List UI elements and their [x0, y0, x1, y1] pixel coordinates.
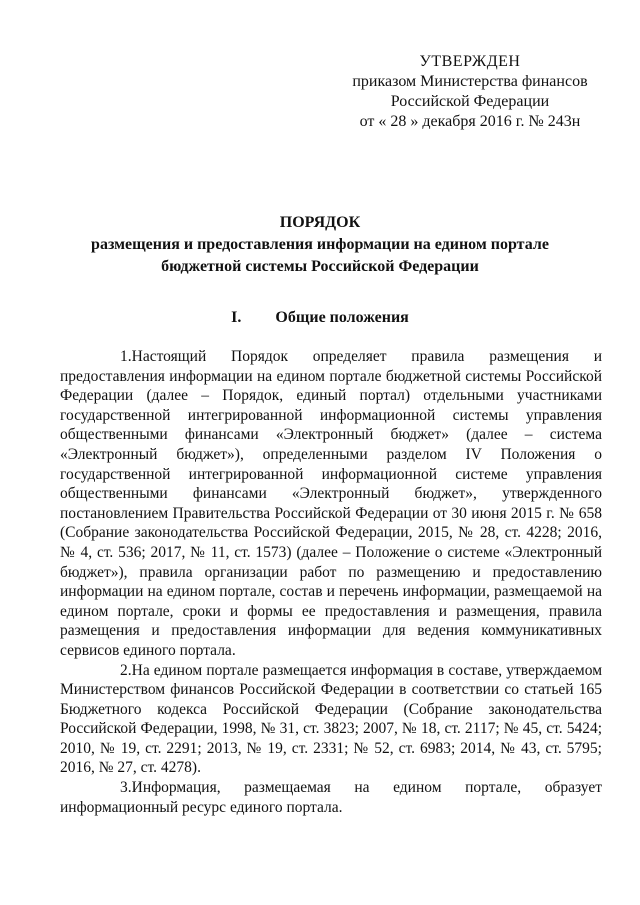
approval-line-1: приказом Министерства финансов [352, 73, 588, 90]
document-title-block [50, 212, 590, 278]
section-heading [0, 308, 640, 328]
paragraph [60, 778, 602, 817]
approval-line-2: Российской Федерации [390, 93, 550, 110]
section-title: Общие положения [275, 309, 409, 326]
approval-stamp [340, 52, 600, 132]
section-number: I. [231, 309, 242, 326]
paragraph-number: 2. [120, 661, 132, 679]
document-subtitle: размещения и предоставления информации на едином портале бюджетной системы Российской Федерации [91, 236, 549, 275]
paragraph [60, 661, 602, 779]
document-title: ПОРЯДОК [279, 214, 361, 231]
approval-title: УТВЕРЖДЕН [419, 53, 521, 70]
paragraph-number: 3. [120, 779, 132, 797]
document-body [60, 347, 602, 817]
paragraph-text: Настоящий Порядок определяет правила размещения и предоставления информации на едином портале бюджетной системы Российской Федерации (далее – Порядок, единый портал) отдельными участниками государственной интегрированной информационной системы управления общественными финансами «Электронный бюджет» (далее – система «Электронный бюджет»), определенными разделом IV Положения о государственной интегрированной информационной системе управления общественными финансами «Электронный бюджет», утвержденного постановлением Правительства Российской Федерации от 30 июня 2015 г. № 658 (Собрание законодательства Российской Федерации, 2015, № 28, ст. 4228; 2016, № 4, ст. 536; 2017, № 11, ст. 1573) (далее – Положение о системе «Электронный бюджет»), правила организации работ по размещению и предоставлению информации на едином портале, состав и перечень информации, размещаемой на едином портале, сроки и формы ее предоставления и размещения, правила размещения и предоставления информации для ведения коммуникативных сервисов единого портала. [60, 348, 602, 659]
paragraph-text: Информация, размещаемая на едином портале, образует информационный ресурс единого портала. [60, 779, 602, 816]
paragraph [60, 347, 602, 661]
paragraph-number: 1. [120, 348, 132, 365]
paragraph-text: На едином портале размещается информация в составе, утверждаемом Министерством финансов Российской Федерации в соответствии со статьей 165 Бюджетного кодекса Российской Федерации (Собрание законодательства Российской Федерации, 1998, № 31, ст. 3823; 2007, № 18, ст. 2117; № 45, ст. 5424; 2010, № 19, ст. 2291; 2013, № 19, ст. 2331; № 52, ст. 6983; 2014, № 43, ст. 5795; 2016, № 27, ст. 4278). [60, 661, 602, 777]
approval-line-3: от « 28 » декабря 2016 г. № 243н [359, 113, 581, 130]
